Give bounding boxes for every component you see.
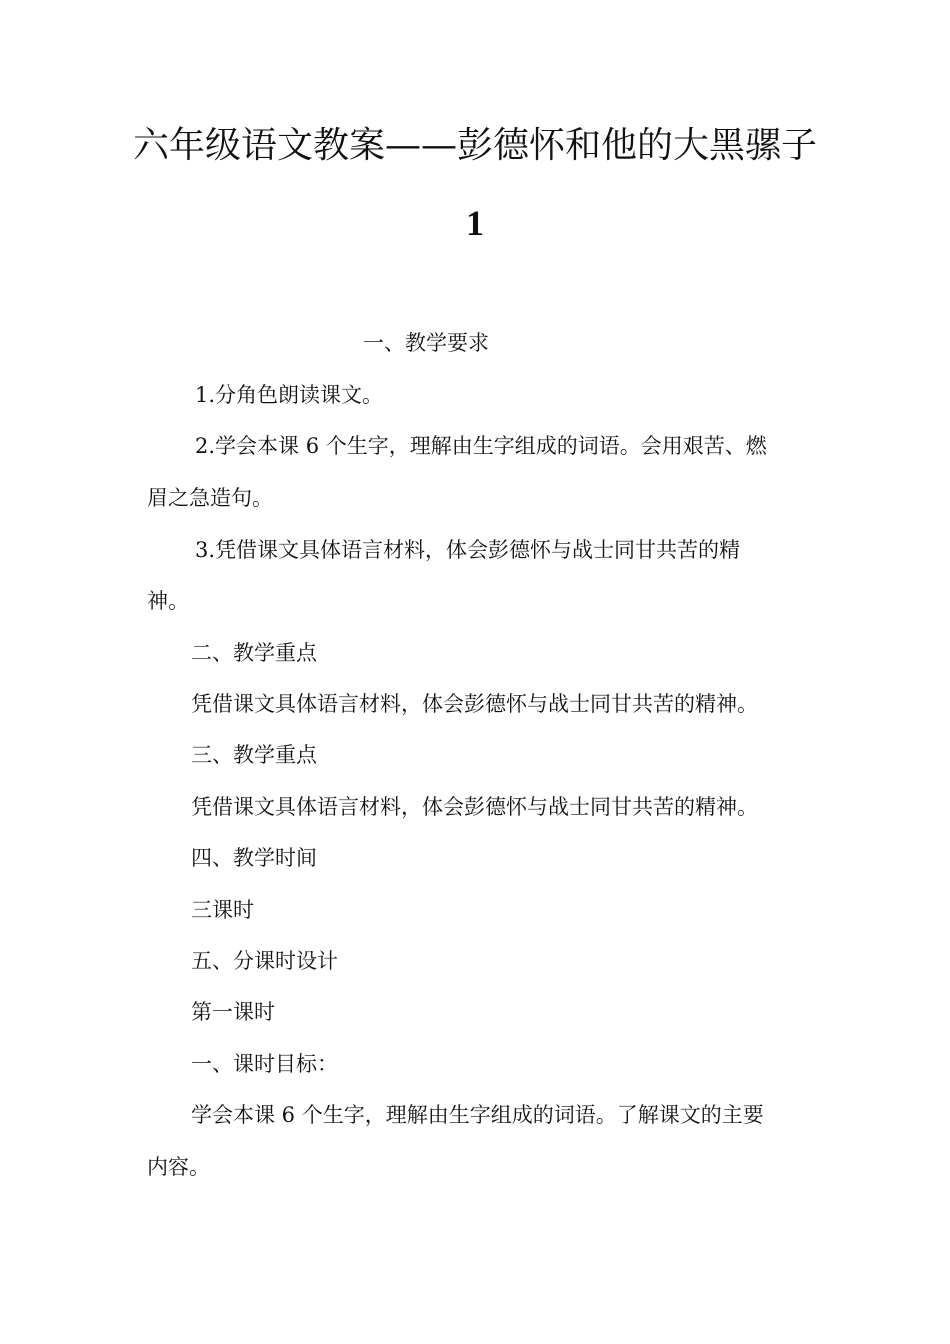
requirement-1: 1.分角色朗读课文。 [195, 383, 384, 407]
section-heading-key-points: 二、教学重点 [191, 641, 317, 665]
teaching-time-text: 三课时 [191, 898, 254, 922]
key-points-text: 凭借课文具体语言材料，体会彭德怀与战士同甘共苦的精神。 [191, 692, 758, 716]
key-points-2-text: 凭借课文具体语言材料，体会彭德怀与战士同甘共苦的精神。 [191, 795, 758, 819]
requirement-3-line2: 神。 [147, 589, 189, 613]
document-title: 六年级语文教案——彭德怀和他的大黑骡子 [132, 125, 817, 166]
requirement-3-line1: 3.凭借课文具体语言材料，体会彭德怀与战士同甘共苦的精 [195, 538, 741, 562]
lesson-1-goal-line1: 学会本课 6 个生字，理解由生字组成的词语。了解课文的主要 [191, 1103, 764, 1127]
section-heading-lesson-design: 五、分课时设计 [191, 949, 338, 973]
document-title-number: 1 [466, 203, 484, 243]
section-heading-teaching-time: 四、教学时间 [191, 846, 317, 870]
lesson-1-goal-line2: 内容。 [147, 1155, 210, 1179]
requirement-2-line1: 2.学会本课 6 个生字，理解由生字组成的词语。会用艰苦、燃 [195, 434, 767, 458]
lesson-1-goal-heading: 一、课时目标： [191, 1052, 338, 1076]
section-heading-requirements: 一、教学要求 [363, 331, 489, 355]
section-heading-key-points-2: 三、教学重点 [191, 743, 317, 767]
requirement-2-line2: 眉之急造句。 [147, 486, 273, 510]
lesson-1-heading: 第一课时 [191, 1000, 275, 1024]
